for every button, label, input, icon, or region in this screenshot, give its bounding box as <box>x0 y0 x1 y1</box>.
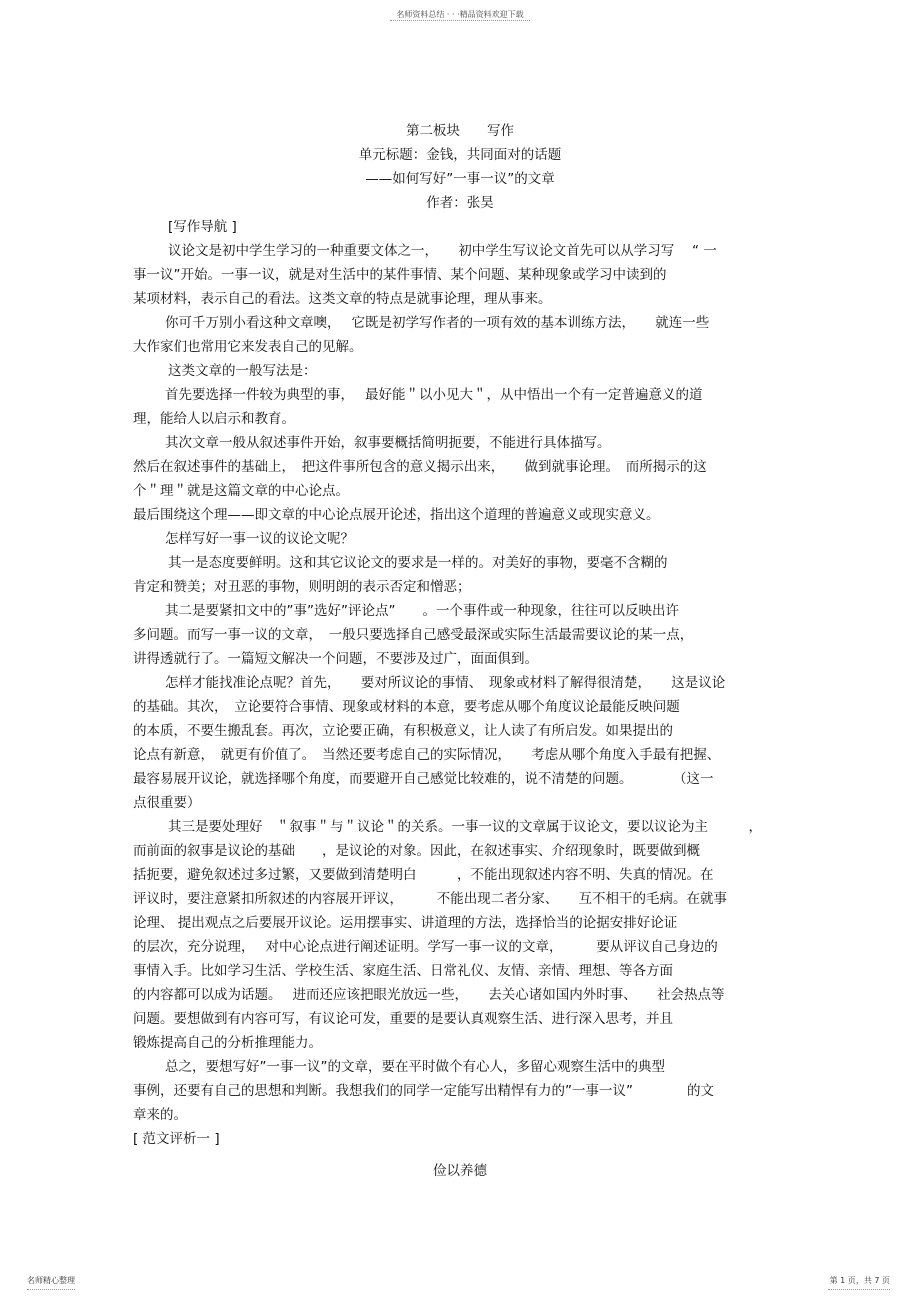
footer-left-text: 名师精心整理 <box>27 1276 75 1285</box>
body-line: 章来的。 <box>133 1107 187 1123</box>
body-line: 总之，要想写好”一事一议”的文章，要在平时做个有心人，多留心观察生活中的典型 <box>165 1059 665 1075</box>
body-line: 点很重要） <box>133 795 201 811</box>
body-line: 的层次，充分说理， 对中心论点进行阐述证明。学写一事一议的文章， 要从评议自己身边的 <box>133 939 718 955</box>
body-line: 最后围绕这个理——即文章的中心论点展开论述，指出这个道理的普遍意义或现实意义。 <box>133 507 660 523</box>
body-line: 锻炼提高自己的分析推理能力。 <box>133 1035 322 1051</box>
unit-title: 单元标题：金钱，共同面对的话题 <box>358 147 562 163</box>
body-line: 多问题。而写一事一议的文章， 一般只要选择自己感受最深或实际生活最需要议论的某一点， <box>133 627 694 643</box>
body-line: 事一议”开始。一事一议，就是对生活中的某件事情、某个问题、某种现象或学习中读到的 <box>133 267 667 283</box>
body-line: 而前面的叙事是议论的基础 ，是议论的对象。因此，在叙述事实、介绍现象时，既要做到概 <box>133 843 700 859</box>
body-line: 这类文章的一般写法是： <box>168 363 317 379</box>
body-line: 的本质，不要生搬乱套。再次，立论要正确，有积极意义，让人读了有所启发。如果提出的 <box>133 723 673 739</box>
header-dotted-rule <box>390 20 530 21</box>
body-line: 最容易展开议论，就选择哪个角度，而要避开自己感觉比较难的，说不清楚的问题。 （这一 <box>133 771 714 787</box>
body-line: 其二是要紧扣文中的”事”选好”评论点” 。一个事件或一种现象，往往可以反映出许 <box>165 603 679 619</box>
body-line: 评议时，要注意紧扣所叙述的内容展开评议， 不能出现二者分家、 互不相干的毛病。在就事 <box>133 891 727 907</box>
body-line: 某项材料，表示自己的看法。这类文章的特点是就事论理，理从事来。 <box>133 291 552 307</box>
body-line: 怎样才能找准论点呢？首先， 要对所议论的事情、 现象或材料了解得很清楚， 这是议论 <box>165 675 726 691</box>
body-line: 的内容都可以成为话题。 进而还应该把眼光放远一些， 去关心诸如国内外时事、 社会热点等 <box>133 987 725 1003</box>
body-line: 议论文是初中学生学习的一种重要文体之一， 初中学生写议论文首先可以从学习写 “ 一 <box>168 243 717 259</box>
body-line: 讲得透就行了。一篇短文解决一个问题，不要涉及过广，面面俱到。 <box>133 651 538 667</box>
body-line: 你可千万别小看这种文章噢， 它既是初学写作者的一项有效的基本训练方法， 就连一些 <box>165 315 710 331</box>
body-line: 问题。要想做到有内容可写，有议论可发，重要的是要认真观察生活、进行深入思考，并且 <box>133 1011 673 1027</box>
body-line: 论理、 提出观点之后要展开议论。运用摆事实、讲道理的方法，选择恰当的论据安排好论证 <box>133 915 678 931</box>
section-heading-guide: [写作导航 ] <box>168 219 237 235</box>
footer-left-dotted-rule <box>27 1289 75 1290</box>
author-line: 作者：张昊 <box>426 195 494 211</box>
body-line: 其一是态度要鲜明。这和其它议论文的要求是一样的。对美好的事物，要毫不含糊的 <box>168 555 668 571</box>
page-header-text: 名师资料总结 · · ·精品资料欢迎下载 <box>396 10 524 19</box>
footer-right-dotted-rule <box>828 1289 890 1290</box>
body-line: 个＂理＂就是这篇文章的中心论点。 <box>133 483 349 499</box>
body-line: 然后在叙述事件的基础上， 把这件事所包含的意义揭示出来， 做到就事论理。 而所揭示的这 <box>133 459 707 475</box>
body-line: 论点有新意， 就更有价值了。 当然还要考虑自己的实际情况， 考虑从哪个角度入手最有把握、 <box>133 747 721 763</box>
body-line: 其三是要处理好 ＂叙事＂与＂议论＂的关系。一事一议的文章属于议论文，要以议论为主 ， <box>168 819 762 835</box>
body-line: 的基础。其次， 立论要符合事情、现象或材料的本意，要考虑从哪个角度议论最能反映问题 <box>133 699 680 715</box>
block-title: 第二板块 写作 <box>406 123 514 139</box>
body-line: 首先要选择一件较为典型的事， 最好能＂以小见大＂，从中悟出一个有一定普遍意义的道 <box>165 387 703 403</box>
body-line: 括扼要，避免叙述过多过繁，又要做到清楚明白 ，不能出现叙述内容不明、失真的情况。在 <box>133 867 714 883</box>
body-line: 怎样写好一事一议的议论文呢？ <box>165 531 354 547</box>
body-line: 事情入手。比如学习生活、学校生活、家庭生活、日常礼仪、友情、亲情、理想、等各方面 <box>133 963 673 979</box>
section-heading-sample: [ 范文评析一 ] <box>133 1131 220 1147</box>
page-number: 第 1 页，共 7 页 <box>829 1276 890 1285</box>
body-line: 理，能给人以启示和教育。 <box>133 411 295 427</box>
essay-title: 俭以养德 <box>433 1163 487 1179</box>
body-line: 肯定和赞美；对丑恶的事物，则明朗的表示否定和憎恶； <box>133 579 471 595</box>
body-line: 事例，还要有自己的思想和判断。我想我们的同学一定能写出精悍有力的”一事一议” 的文 <box>133 1083 714 1099</box>
subtitle: ——如何写好”一事一议”的文章 <box>365 171 555 187</box>
body-line: 大作家们也常用它来发表自己的见解。 <box>133 339 363 355</box>
body-line: 其次文章一般从叙述事件开始，叙事要概括简明扼要，不能进行具体描写。 <box>165 435 611 451</box>
